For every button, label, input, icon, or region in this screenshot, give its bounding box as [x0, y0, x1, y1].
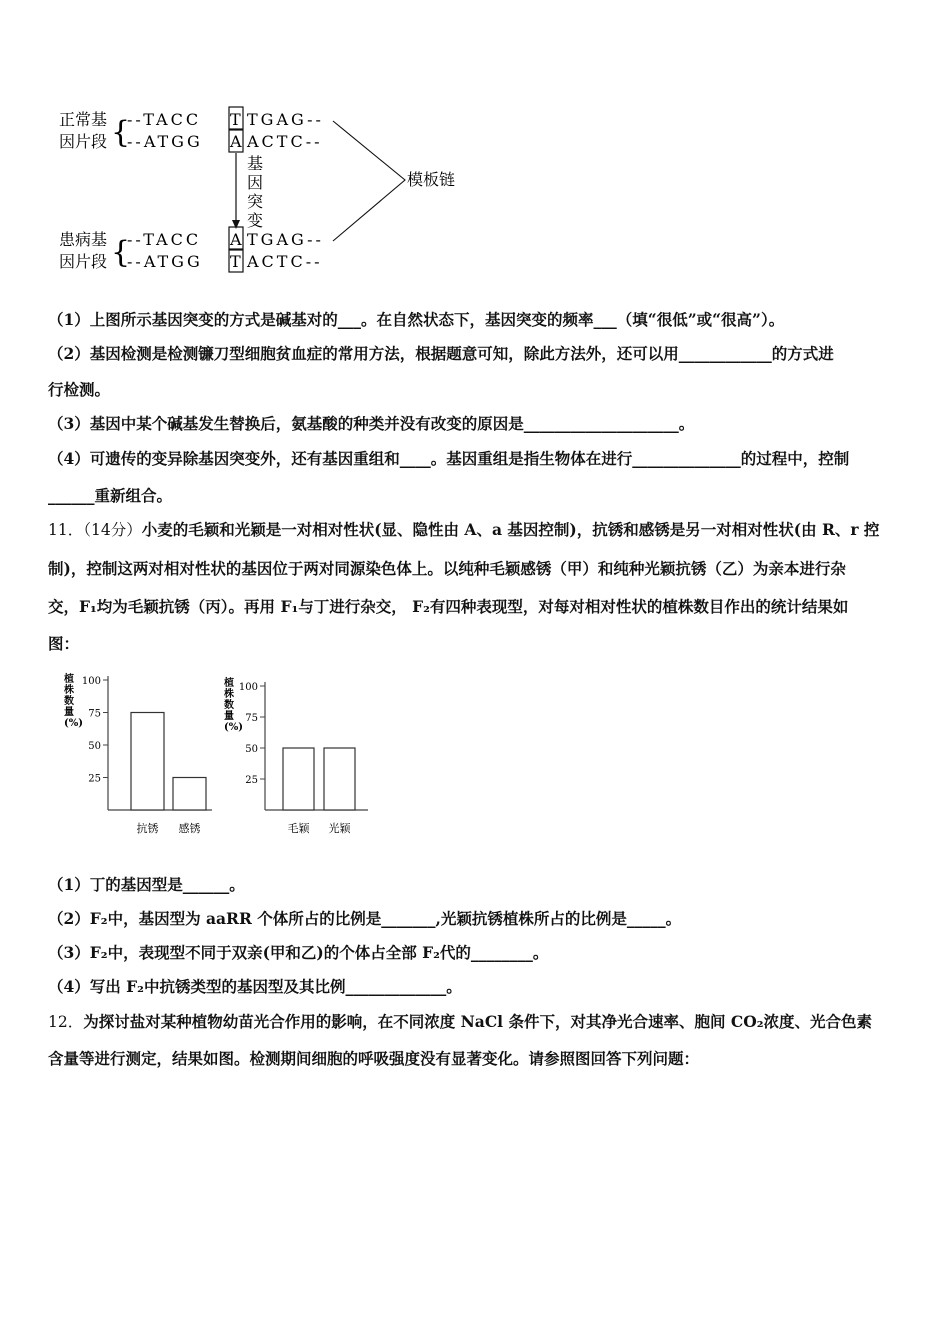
template-pointer-lines [333, 121, 405, 241]
q11-line4: 图： [48, 634, 80, 653]
normal-boxed-base-top: T [230, 110, 241, 129]
chart1-category-label: 抗锈 [136, 822, 159, 835]
q10-part4-line2: ______重新组合。 [48, 486, 173, 505]
normal-strand-top-left: --TACC [127, 110, 202, 129]
normal-label-line2: 因片段 [59, 132, 108, 151]
chart1-bar-1 [131, 713, 164, 811]
q12-line1: 12．为探讨盐对某种植物幼苗光合作用的影响，在不同浓度 NaCl 条件下，对其净光合速率、胞间 CO₂浓度、光合色素 [48, 1012, 872, 1031]
disease-boxed-base-bottom: T [230, 252, 241, 271]
q10-part1: （1）上图所示基因突变的方式是碱基对的___。在自然状态下，基因突变的频率___（填“很低”或“很高”）。 [48, 310, 785, 329]
normal-boxed-base-bottom: A [230, 132, 242, 151]
disease-boxed-base-top: A [230, 230, 242, 249]
chart1-tick-label: 50 [88, 741, 101, 752]
disease-label-line1: 患病基 [59, 230, 108, 249]
q11-number: 11．（14分） [48, 521, 142, 539]
disease-strand-bottom-right: ACTC-- [247, 252, 323, 271]
chart1-ylabel-char: 量 [64, 707, 74, 718]
chart2-tick-label: 25 [245, 775, 258, 786]
chart2-ylabel-char: 数 [224, 700, 234, 711]
normal-label-line1: 正常基 [59, 110, 108, 129]
normal-strand-top-right: TGAG-- [247, 110, 324, 129]
q11-part3: （3）F₂中，表现型不同于双亲(甲和乙)的个体占全部 F₂代的________。 [48, 943, 549, 962]
disease-brace: { [111, 235, 131, 270]
q10-part2-line2: 行检测。 [48, 380, 111, 399]
chart2-ylabel-char: (%) [224, 722, 243, 733]
chart-glume-type [220, 672, 380, 837]
q11-part2: （2）F₂中，基因型为 aaRR 个体所占的比例是_______,光颖抗锈植株所占的比例是_____。 [48, 909, 682, 928]
q11-part4: （4）写出 F₂中抗锈类型的基因型及其比例_____________。 [48, 977, 462, 996]
chart2-tick-label: 100 [238, 682, 258, 693]
chart2-ylabel-char: 植 [224, 678, 234, 689]
chart2-ylabel-char: 株 [224, 689, 234, 700]
chart2-tick-label: 50 [245, 744, 258, 755]
q11-line2: 制)，控制这两对相对性状的基因位于两对同源染色体上。以纯种毛颖感锈（甲）和纯种光颖抗锈（乙）为亲本进行杂 [48, 559, 846, 578]
chart2-bar-1 [283, 748, 314, 810]
chart-rust-resistance [60, 672, 230, 837]
chart1-ylabel-char: 植 [64, 674, 74, 685]
normal-strand-bottom-left: --ATGG [127, 132, 203, 151]
chart1-ylabel-char: (%) [64, 718, 83, 729]
chart1-category-label: 感锈 [178, 822, 201, 835]
disease-strand-top-left: --TACC [127, 230, 202, 249]
chart1-bar-2 [173, 778, 206, 811]
chart2-category-label: 光颖 [328, 822, 351, 835]
chart2-tick-label: 75 [245, 713, 258, 724]
mutation-arrow-head [232, 220, 240, 229]
chart1-ylabel-char: 株 [64, 685, 74, 696]
normal-strand-bottom-right: ACTC-- [247, 132, 323, 151]
q10-part4-line1: （4）可遗传的变异除基因突变外，还有基因重组和____。基因重组是指生物体在进行______________的过程中，控制 [48, 449, 850, 468]
mutation-label-char1: 基 [247, 154, 264, 173]
q12-line2: 含量等进行测定，结果如图。检测期间细胞的呼吸强度没有显著变化。请参照图回答下列问题： [48, 1049, 700, 1068]
q11-part1: （1）丁的基因型是______。 [48, 875, 245, 894]
template-label: 模板链 [407, 170, 456, 189]
disease-label-line2: 因片段 [59, 252, 108, 271]
q12-number: 12． [48, 1013, 84, 1031]
gene-mutation-figure [55, 105, 485, 280]
q10-part3: （3）基因中某个碱基发生替换后，氨基酸的种类并没有改变的原因是____________________。 [48, 414, 695, 433]
chart1-tick-label: 75 [88, 708, 101, 720]
q11-line3: 交，F₁均为毛颖抗锈（丙）。再用 F₁与丁进行杂交， F₂有四种表现型，对每对相对性状的植株数目作出的统计结果如 [48, 597, 849, 616]
chart2-bar-2 [324, 748, 355, 810]
chart1-tick-label: 100 [81, 676, 101, 687]
chart1-ylabel-char: 数 [64, 696, 74, 707]
chart2-category-label: 毛颖 [287, 822, 310, 835]
q10-part2-line1: （2）基因检测是检测镰刀型细胞贫血症的常用方法，根据题意可知，除此方法外，还可以用____________的方式进 [48, 344, 834, 363]
mutation-label-char3: 突 [247, 192, 264, 211]
disease-strand-bottom-left: --ATGG [127, 252, 203, 271]
normal-brace: { [111, 115, 131, 150]
mutation-label-char2: 因 [247, 173, 264, 192]
disease-strand-top-right: TGAG-- [247, 230, 324, 249]
chart2-ylabel-char: 量 [224, 711, 234, 722]
chart1-tick-label: 25 [88, 773, 101, 785]
mutation-label-char4: 变 [247, 211, 264, 230]
q11-line1: 11．（14分）小麦的毛颖和光颖是一对相对性状(显、隐性由 A、a 基因控制)，抗锈和感锈是另一对相对性状(由 R、r 控 [48, 520, 880, 539]
